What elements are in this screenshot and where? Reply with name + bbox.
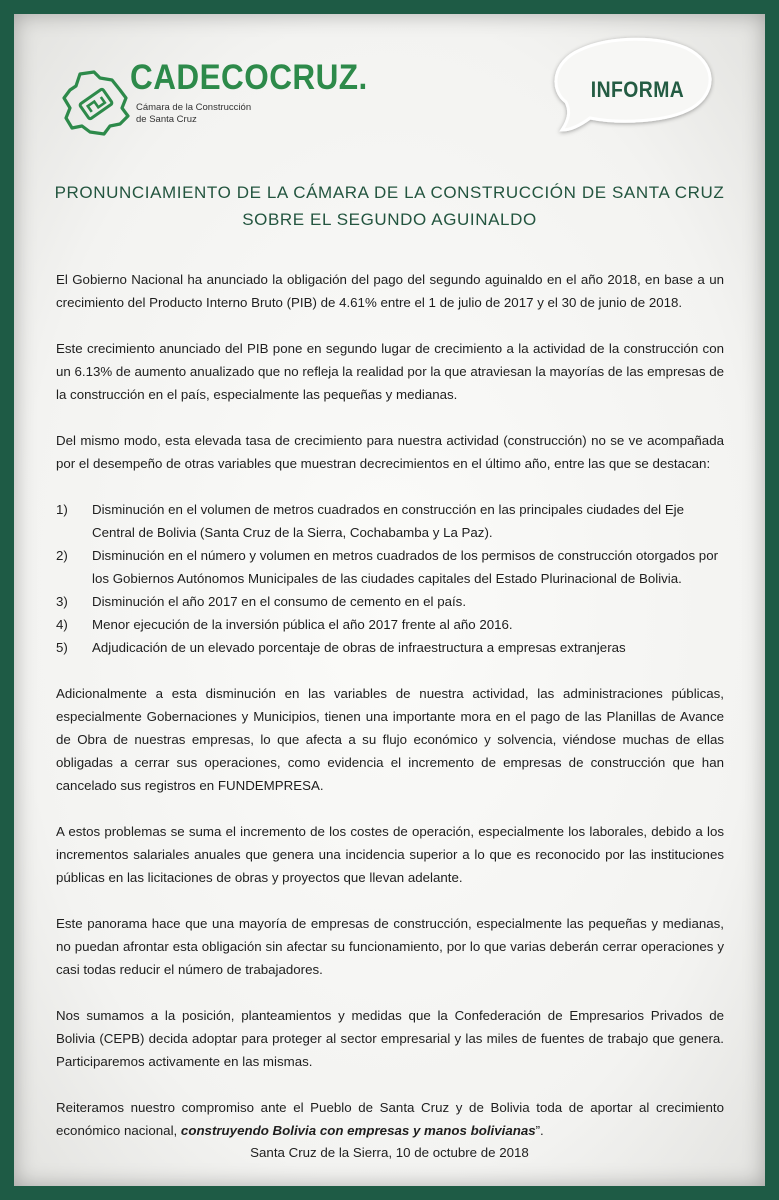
paragraph-2: Este crecimiento anunciado del PIB pone en segundo lugar de crecimiento a la actividad de la construcción con un 6.13% de aumento anualizado que no refleja la realidad por la que atraviesan la mayorías de las empresas de la construcción en el país, especialmente las pequeñas y medianas. (56, 341, 724, 402)
list-item (56, 613, 724, 636)
brand-subtitle-line-2: de Santa Cruz (136, 114, 197, 125)
document-body (56, 268, 724, 1142)
brand-subtitle (136, 102, 296, 126)
bolivia-map-logo-icon (60, 68, 132, 140)
list-item-text: Menor ejecución de la inversión pública el año 2017 frente al año 2016. (92, 617, 513, 632)
document-title-line-1: PRONUNCIAMIENTO DE LA CÁMARA DE LA CONSTRUCCIÓN DE SANTA CRUZ (54, 183, 725, 202)
brand-name: CADECOCRUZ. (130, 58, 368, 97)
list-item (56, 498, 724, 544)
date-line: Santa Cruz de la Sierra, 10 de octubre de 2018 (250, 1145, 529, 1160)
list-item-text: Disminución el año 2017 en el consumo de cemento en el país. (92, 594, 467, 609)
paragraph-5: A estos problemas se suma el incremento de los costes de operación, especialmente los laborales, debido a los incrementos salariales anuales que genera una incidencia superior a lo que es reconocido por las instituciones públicas en las licitaciones de obras y proyectos que llevan adelante. (56, 824, 724, 885)
paragraph-1: El Gobierno Nacional ha anunciado la obligación del pago del segundo aguinaldo en el año 2018, en base a un crecimiento del Producto Interno Bruto (PIB) de 4.61% entre el 1 de julio de 2017 y el 30 de junio de 2018. (56, 272, 724, 310)
brand-subtitle-line-1: Cámara de la Construcción (136, 102, 252, 113)
paragraph-7: Nos sumamos a la posición, planteamientos y medidas que la Confederación de Empresarios Privados de Bolivia (CEPB) decida adoptar para proteger al sector empresarial y las miles de fuentes de trabajo que genera. Participaremos activamente en las mismas. (56, 1008, 724, 1069)
paragraph-8-emphasis: construyendo Bolivia con empresas y manos bolivianas (180, 1123, 536, 1138)
list-item-number: 2) (56, 548, 68, 563)
paragraph-6: Este panorama hace que una mayoría de empresas de construcción, especialmente las pequeñas y medianas, no puedan afrontar esta obligación sin afectar su funcionamiento, por lo que varias deberán cerrar operaciones y casi todas reducir el número de trabajadores. (56, 916, 724, 977)
list-item-number: 5) (56, 640, 68, 655)
numbered-list (56, 498, 724, 659)
document-title-line-2: SOBRE EL SEGUNDO AGUINALDO (242, 210, 537, 229)
list-item-text: Adjudicación de un elevado porcentaje de obras de infraestructura a empresas extranjeras (92, 640, 626, 655)
paragraph-4: Adicionalmente a esta disminución en las variables de nuestra actividad, las administraciones públicas, especialmente Gobernaciones y Municipios, tienen una importante mora en el pago de las Planillas de Avance de Obra de nuestras empresas, lo que afecta a su flujo económico y solvencia, viéndose muchas de ellas obligadas a cerrar sus operaciones, como evidencia el incremento de empresas de construcción que han cancelado sus registros en FUNDEMPRESA. (56, 686, 724, 793)
paragraph-8-start: Reiteramos nuestro compromiso ante el Pueblo de Santa Cruz y de Bolivia toda de aportar al crecimiento económico nacional, (56, 1100, 724, 1138)
informa-label: INFORMA (590, 77, 685, 102)
list-item-text: Disminución en el volumen de metros cuadrados en construcción en las principales ciudades del Eje Central de Bolivia (Santa Cruz de la Sierra, Cochabamba y La Paz). (92, 502, 685, 540)
cadecocruz-logo (60, 50, 368, 150)
document-title (40, 179, 739, 233)
paragraph-8 (56, 1096, 724, 1142)
paragraph-8-end: ”. (535, 1123, 544, 1138)
list-item-text: Disminución en el número y volumen en metros cuadrados de los permisos de construcción otorgados por los Gobiernos Autónomos Municipales de las ciudades capitales del Estado Plurinacional de Bolivia. (92, 548, 719, 586)
paragraph-3: Del mismo modo, esta elevada tasa de crecimiento para nuestra actividad (construcción) no se ve acompañada por el desempeño de otras variables que muestran decrecimientos en el último año, entre las que se destacan: (56, 433, 724, 471)
list-item-number: 1) (56, 502, 68, 517)
list-item-number: 4) (56, 617, 68, 632)
list-item (56, 590, 724, 613)
list-item (56, 544, 724, 590)
list-item-number: 3) (56, 594, 68, 609)
list-item (56, 636, 724, 659)
